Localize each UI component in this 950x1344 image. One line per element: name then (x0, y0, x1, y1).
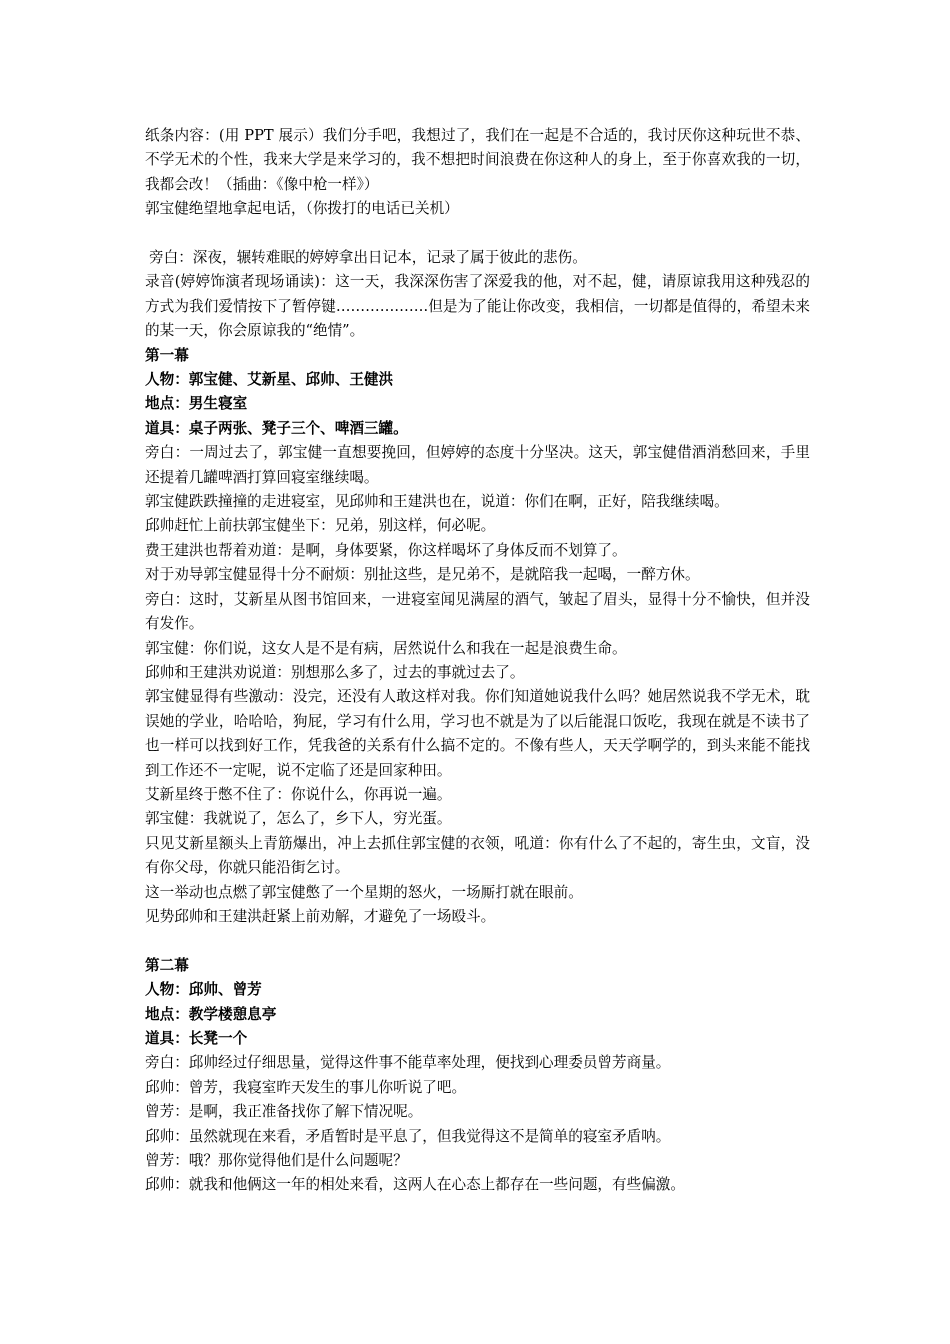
body-paragraph: 费王建洪也帮着劝道：是啊，身体要紧，你这样喝坏了身体反而不划算了。 (145, 541, 627, 559)
body-paragraph: 郭宝健绝望地拿起电话，（你拨打的电话已关机） (145, 200, 459, 218)
body-paragraph: 郭宝健：你们说，这女人是不是有病，居然说什么和我在一起是浪费生命。 (145, 639, 627, 657)
body-paragraph: 艾新星终于憋不住了：你说什么，你再说一遍。 (145, 785, 452, 803)
body-paragraph: 邱帅：就我和他俩这一年的相处来看，这两人在心态上都存在一些问题，有些偏激。 (145, 1176, 685, 1194)
body-paragraph: 邱帅：曾芳，我寝室昨天发生的事儿你听说了吧。 (145, 1078, 467, 1096)
body-paragraph: 旁白：一周过去了，郭宝健一直想要挽回，但婷婷的态度十分坚决。这天，郭宝健借酒消愁回来，手里还提着几罐啤酒打算回寝室继续喝。 (145, 444, 810, 486)
body-paragraph: 郭宝健：我就说了，怎么了，乡下人，穷光蛋。 (145, 810, 452, 828)
body-paragraph: 见势邱帅和王建洪赶紧上前劝解，才避免了一场殴斗。 (145, 907, 496, 925)
section-heading: 第一幕 (145, 346, 189, 364)
blank-line (145, 929, 810, 953)
body-paragraph: 邱帅：虽然就现在来看，矛盾暂时是平息了，但我觉得这不是简单的寝室矛盾呐。 (145, 1127, 671, 1145)
body-paragraph: 旁白：邱帅经过仔细思量，觉得这件事不能草率处理，便找到心理委员曾芳商量。 (145, 1054, 671, 1072)
body-paragraph: 邱帅和王建洪劝说道：别想那么多了，过去的事就过去了。 (145, 663, 525, 681)
body-paragraph: 对于劝导郭宝健显得十分不耐烦：别扯这些，是兄弟不，是就陪我一起喝，一醉方休。 (145, 566, 700, 584)
body-paragraph: 曾芳：哦？那你觉得他们是什么问题呢？ (145, 1152, 408, 1170)
body-paragraph: 纸条内容：(用 PPT 展示）我们分手吧，我想过了，我们在一起是不合适的，我讨厌你这种玩世不恭、不学无术的个性，我来大学是来学习的，我不想把时间浪费在你这种人的身上，至于你喜欢我的一切，我都会改！（插曲：《像中枪一样》） (145, 127, 810, 193)
section-heading: 第二幕 (145, 956, 189, 974)
body-paragraph: 郭宝健跌跌撞撞的走进寝室，见邱帅和王建洪也在，说道：你们在啊，正好，陪我继续喝。 (145, 493, 729, 511)
body-paragraph: 旁白：深夜，辗转难眠的婷婷拿出日记本，记录了属于彼此的悲伤。 (149, 249, 587, 267)
section-heading: 地点：男生寝室 (145, 395, 248, 413)
body-paragraph: 曾芳：是啊，我正准备找你了解下情况呢。 (145, 1103, 423, 1121)
document-body (145, 124, 810, 1198)
body-paragraph: 郭宝健显得有些激动：没完，还没有人敢这样对我。你们知道她说我什么吗？她居然说我不学无术，耽误她的学业，哈哈哈，狗屁，学习有什么用，学习也不就是为了以后能混口饭吃，我现在就是不读书了也一样可以找到好工作，凭我爸的关系有什么搞不定的。不像有些人，天天学啊学的，到头来能不能找到工作还不一定呢，说不定临了还是回家种田。 (145, 688, 810, 779)
body-paragraph: 旁白：这时，艾新星从图书馆回来，一进寝室闻见满屋的酒气，皱起了眉头，显得十分不愉快，但并没有发作。 (145, 590, 810, 633)
blank-line (145, 222, 810, 246)
section-heading: 道具：桌子两张、凳子三个、啤酒三罐。 (145, 419, 408, 437)
section-heading: 地点：教学楼憩息亭 (145, 1005, 277, 1023)
body-paragraph: 录音(婷婷饰演者现场诵读)：这一天，我深深伤害了深爱我的他，对不起，健，请原谅我用这种残忍的方式为我们爱情按下了暂停键……………….但是为了能让你改变，我相信，一切都是值得的，希望未来的某一天，你会原谅我的“绝情”。 (145, 273, 810, 340)
body-paragraph: 只见艾新星额头上青筋爆出，冲上去抓住郭宝健的衣领，吼道：你有什么了不起的，寄生虫，文盲，没有你父母，你就只能沿街乞讨。 (145, 834, 810, 877)
section-heading: 人物：邱帅、曾芳 (145, 981, 262, 999)
body-paragraph: 邱帅赶忙上前扶郭宝健坐下：兄弟，别这样，何必呢。 (145, 517, 496, 535)
section-heading: 道具：长凳一个 (145, 1030, 248, 1047)
body-paragraph: 这一举动也点燃了郭宝健憋了一个星期的怒火，一场厮打就在眼前。 (145, 883, 583, 901)
section-heading: 人物：郭宝健、艾新星、邱帅、王健洪 (145, 371, 394, 389)
